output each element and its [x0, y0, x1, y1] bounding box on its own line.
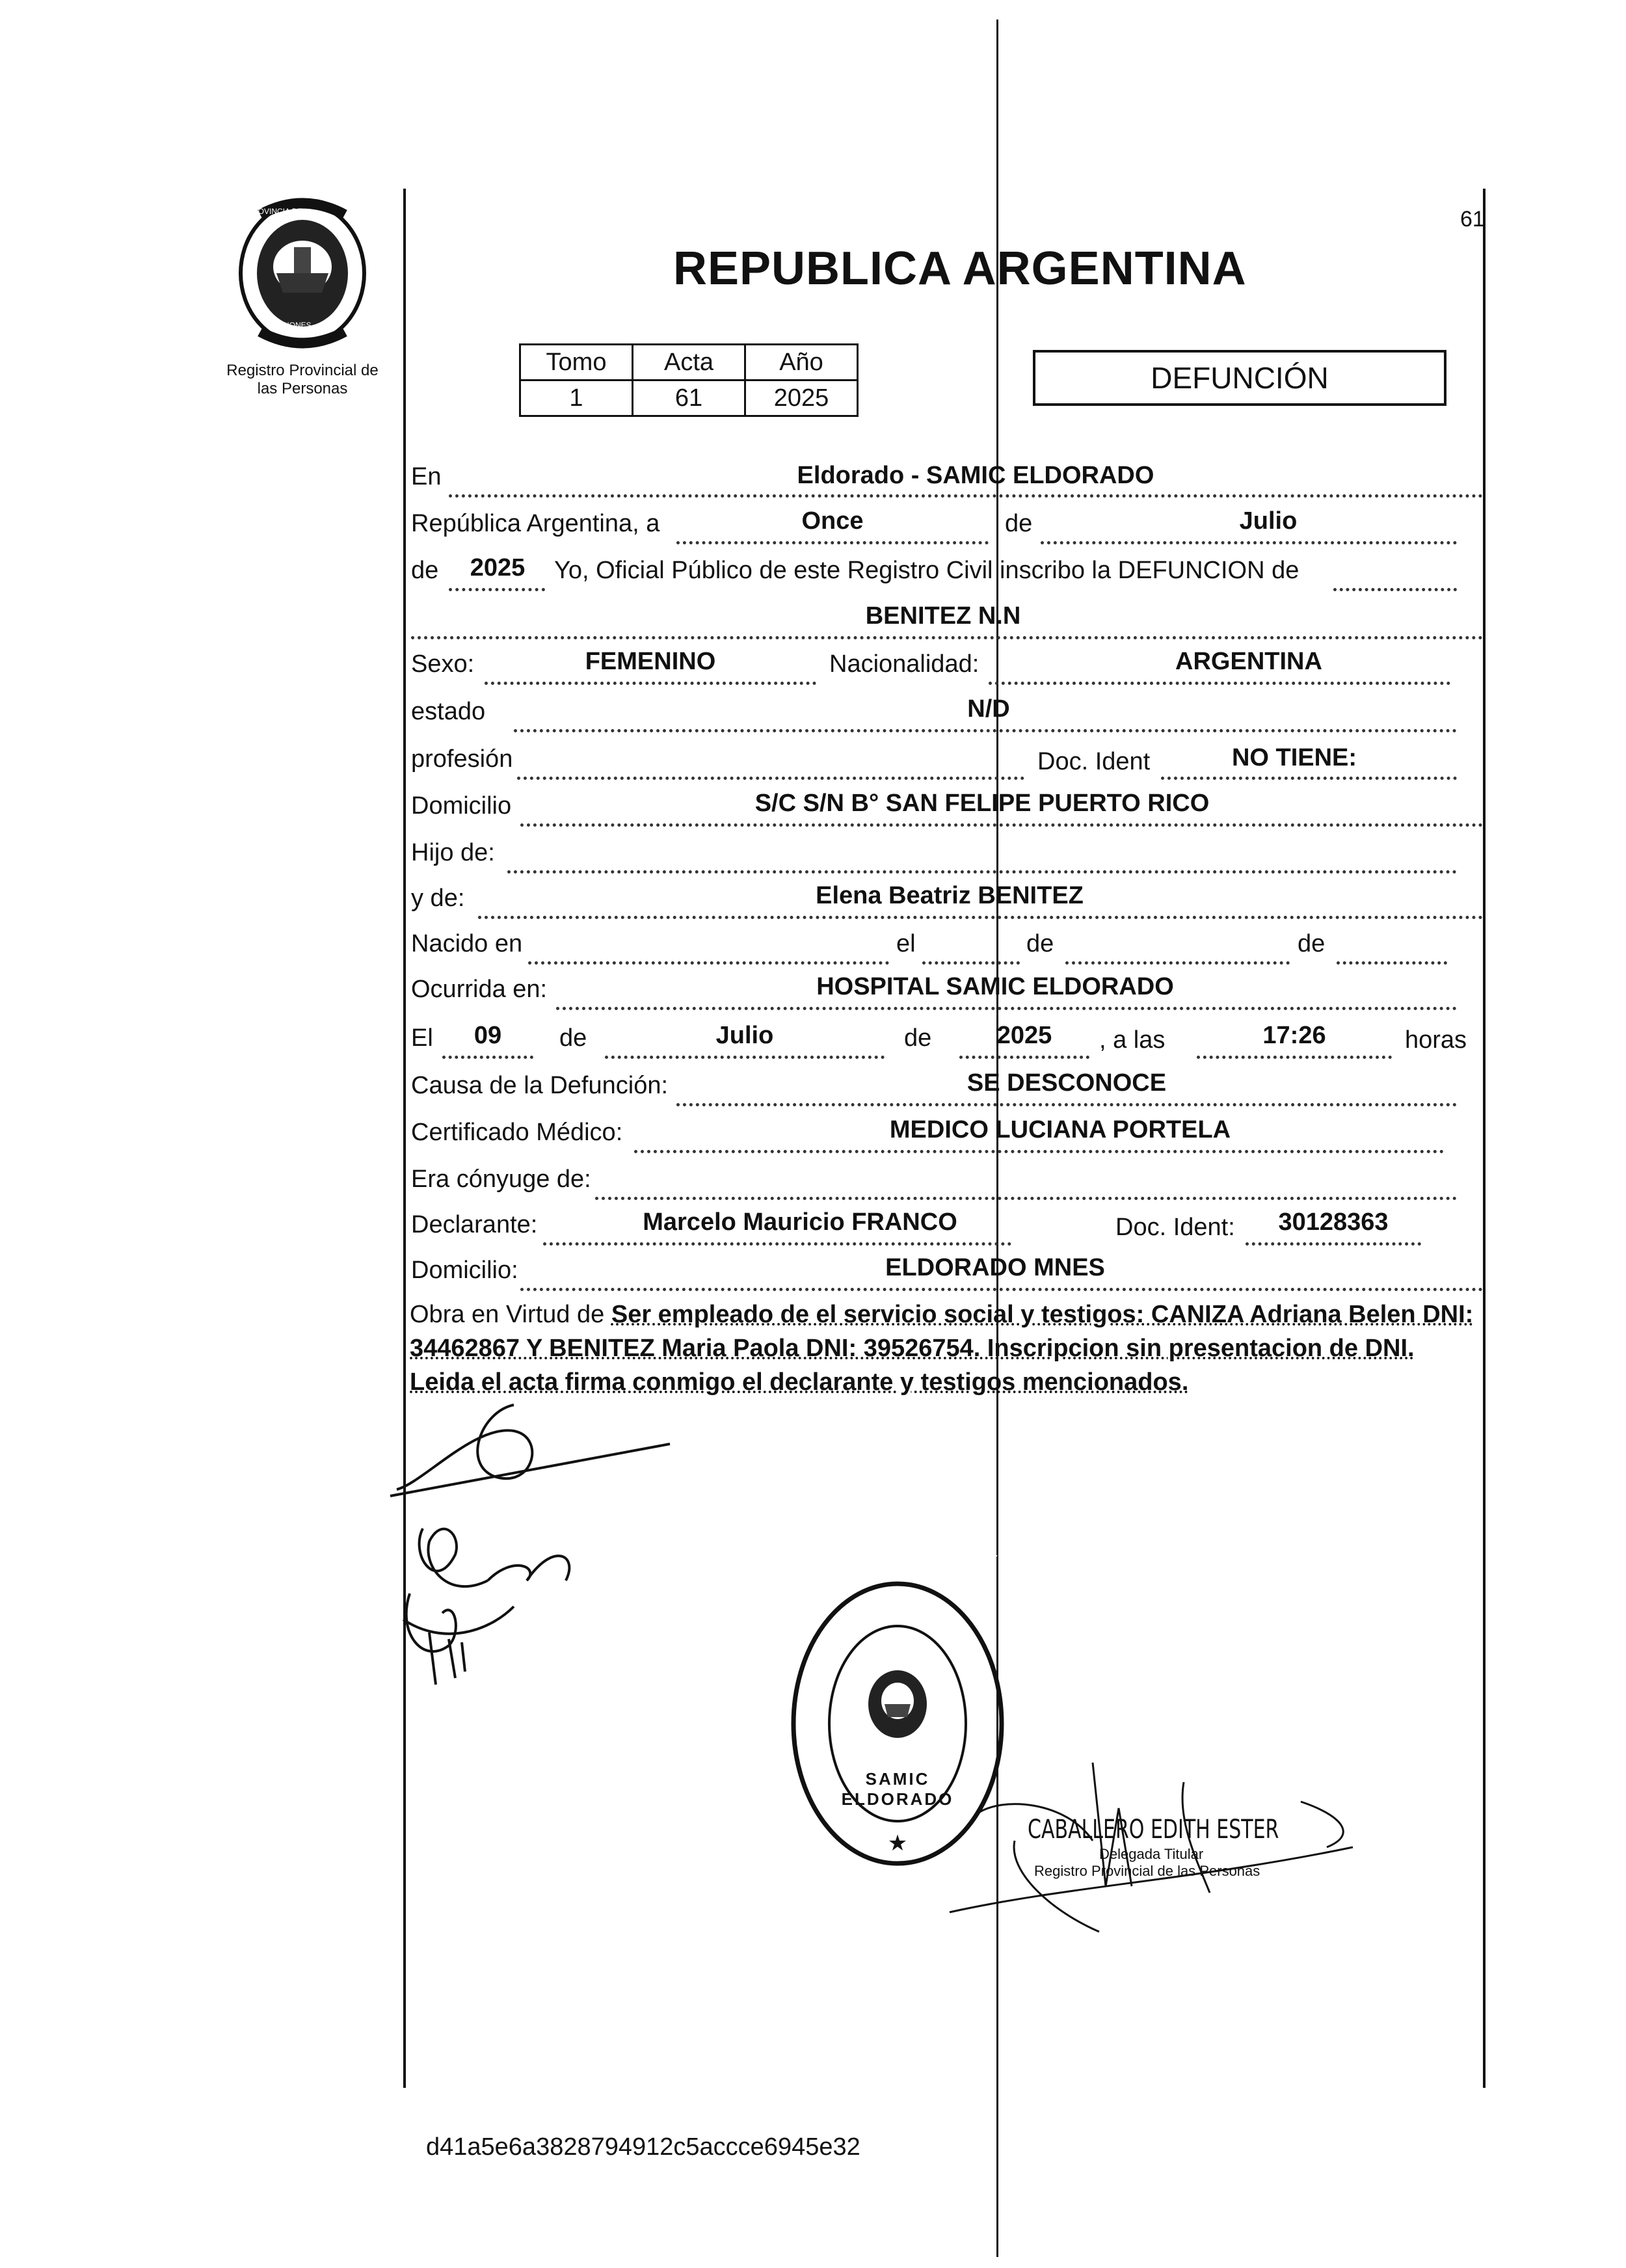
domicilio-label: Domicilio [411, 792, 512, 820]
estado-value: N/D [967, 695, 1010, 723]
nacido-de-label: de [1026, 930, 1054, 957]
domicilio2-dots [520, 1288, 1483, 1291]
nombre-value: BENITEZ N.N [865, 602, 1021, 630]
ocurrida-value: HOSPITAL SAMIC ELDORADO [816, 973, 1174, 1000]
fecha-dia-dots [442, 1056, 533, 1059]
nacido-dots [528, 961, 889, 965]
doc-ident2-dots [1246, 1242, 1421, 1246]
nacionalidad-dots [989, 682, 1450, 685]
certificado-dots [634, 1150, 1444, 1153]
ocurrida-dots [556, 1007, 1457, 1010]
yde-label: y de: [411, 885, 465, 912]
fecha-mes-value: Julio [715, 1022, 774, 1049]
svg-text:★: ★ [887, 1830, 908, 1856]
doc-ident-value: NO TIENE: [1231, 744, 1357, 771]
hijo-label: Hijo de: [411, 839, 495, 866]
register-header-anio: Año [745, 345, 858, 380]
fecha-anio-value: 2025 [996, 1022, 1052, 1049]
dia-value: Once [801, 507, 864, 535]
sexo-label: Sexo: [411, 650, 475, 678]
dia-dots [676, 541, 989, 544]
de-label: de [1005, 510, 1033, 537]
emblem-text-top: PROVINCIA DE [247, 207, 303, 216]
nacionalidad-label: Nacionalidad: [829, 650, 980, 678]
declarante-label: Declarante: [411, 1211, 538, 1238]
profesion-dots [517, 777, 1024, 780]
ocurrida-label: Ocurrida en: [411, 976, 548, 1003]
emblem-text-bottom: MISIONES [273, 321, 312, 330]
nacido-label: Nacido en [411, 930, 523, 957]
register-table [519, 343, 859, 417]
official-role: Delegada Titular [1099, 1846, 1204, 1862]
conyuge-label: Era cónyuge de: [411, 1166, 591, 1193]
fecha-dia-value: 09 [473, 1022, 502, 1049]
yo-text: Yo, Oficial Público de este Registro Civil inscribo la DEFUNCION de [554, 557, 1299, 584]
estado-dots [514, 729, 1457, 732]
fecha-anio-dots [959, 1056, 1089, 1059]
alas-label: , a las [1099, 1026, 1166, 1054]
causa-dots [676, 1103, 1457, 1106]
register-value-tomo: 1 [520, 380, 633, 416]
doc-ident2-value: 30128363 [1278, 1208, 1389, 1236]
left-margin-line [403, 189, 406, 2088]
domicilio2-label: Domicilio: [411, 1257, 518, 1284]
yo-dots [1333, 588, 1457, 591]
anio-dots [449, 588, 545, 591]
mes-value: Julio [1239, 507, 1298, 535]
mes-dots [1041, 541, 1457, 544]
hora-value: 17:26 [1262, 1022, 1326, 1049]
causa-label: Causa de la Defunción: [411, 1072, 669, 1099]
registry-caption-line2: las Personas [257, 380, 348, 397]
hora-dots [1197, 1056, 1392, 1059]
declarante-dots [543, 1242, 1011, 1246]
obra-label: Obra en Virtud de [410, 1301, 605, 1328]
declarant-signature [384, 1385, 683, 1698]
causa-value: SE DESCONOCE [966, 1069, 1167, 1097]
register-value-acta: 61 [633, 380, 745, 416]
declarante-value: Marcelo Mauricio FRANCO [643, 1208, 957, 1236]
doc-ident-dots [1161, 777, 1457, 780]
document-title: REPUBLICA ARGENTINA [673, 243, 1247, 295]
nacido-el-label: el [896, 930, 916, 957]
sexo-value: FEMENINO [585, 648, 716, 675]
register-header-acta: Acta [633, 345, 745, 380]
registry-caption-line1: Registro Provincial de [226, 362, 379, 379]
obra-paragraph [410, 1298, 1483, 1399]
domicilio2-value: ELDORADO MNES [885, 1254, 1105, 1281]
republica-label: República Argentina, a [411, 510, 660, 537]
register-value-anio: 2025 [745, 380, 858, 416]
certificado-label: Certificado Médico: [411, 1119, 623, 1146]
fecha-de-label: de [559, 1024, 587, 1052]
obra-value: Ser empleado de el servicio social y testigos: CANIZA Adriana Belen DNI: 34462867 Y BENITEZ Maria Paola DNI: 39526754. Inscripcion sin presentacion de DNI. Leida el acta firma conmigo el declarante y testigos mencionados. [410, 1301, 1474, 1396]
profesion-label: profesión [411, 745, 513, 773]
nacido-anio-dots [1337, 961, 1447, 965]
nacido-de2-label: de [1298, 930, 1326, 957]
en-label: En [411, 463, 442, 490]
sexo-dots [485, 682, 816, 685]
hijo-dots [507, 870, 1457, 874]
fecha-de2-label: de [904, 1024, 932, 1052]
document-hash: d41a5e6a3828794912c5accce6945e32 [426, 2133, 860, 2161]
fecha-mes-dots [605, 1056, 885, 1059]
en-dots [449, 494, 1483, 498]
official-office: Registro Provincial de las Personas [1034, 1863, 1260, 1879]
en-value: Eldorado - SAMIC ELDORADO [797, 462, 1154, 489]
right-margin-line [1483, 189, 1486, 2088]
seal-inner-text: SAMIC ELDORADO [841, 1769, 954, 1809]
act-type-box: DEFUNCIÓN [1033, 350, 1446, 406]
nacido-dia-dots [922, 961, 1020, 965]
nacido-mes-dots [1065, 961, 1290, 965]
nombre-dots [411, 636, 1483, 639]
conyuge-dots [595, 1197, 1457, 1200]
estado-label: estado [411, 698, 486, 725]
horas-label: horas [1405, 1026, 1467, 1054]
doc-ident2-label: Doc. Ident: [1115, 1214, 1235, 1241]
register-header-tomo: Tomo [520, 345, 633, 380]
seal-ring-text: DELEGACION DEL REGISTRO PROVINCIAL DE LAS PERSONAS [780, 1548, 1015, 1571]
registry-caption [208, 362, 397, 398]
doc-ident-label: Doc. Ident [1037, 748, 1151, 775]
page-number: 61 [1460, 207, 1485, 232]
madre-value: Elena Beatriz BENITEZ [816, 882, 1084, 909]
certificado-value: MEDICO LUCIANA PORTELA [889, 1116, 1231, 1143]
anio-label: de [411, 557, 439, 584]
fecha-el-label: El [411, 1024, 433, 1052]
emblem-lettering [247, 207, 312, 330]
nacionalidad-value: ARGENTINA [1175, 648, 1322, 675]
yde-dots [478, 916, 1483, 919]
official-stamp [1028, 1815, 1327, 1880]
domicilio-dots [520, 823, 1483, 827]
anio-value: 2025 [470, 554, 526, 581]
domicilio-value: S/C S/N B° SAN FELIPE PUERTO RICO [754, 790, 1210, 817]
official-name: CABALLERO EDITH ESTER [1028, 1815, 1279, 1845]
